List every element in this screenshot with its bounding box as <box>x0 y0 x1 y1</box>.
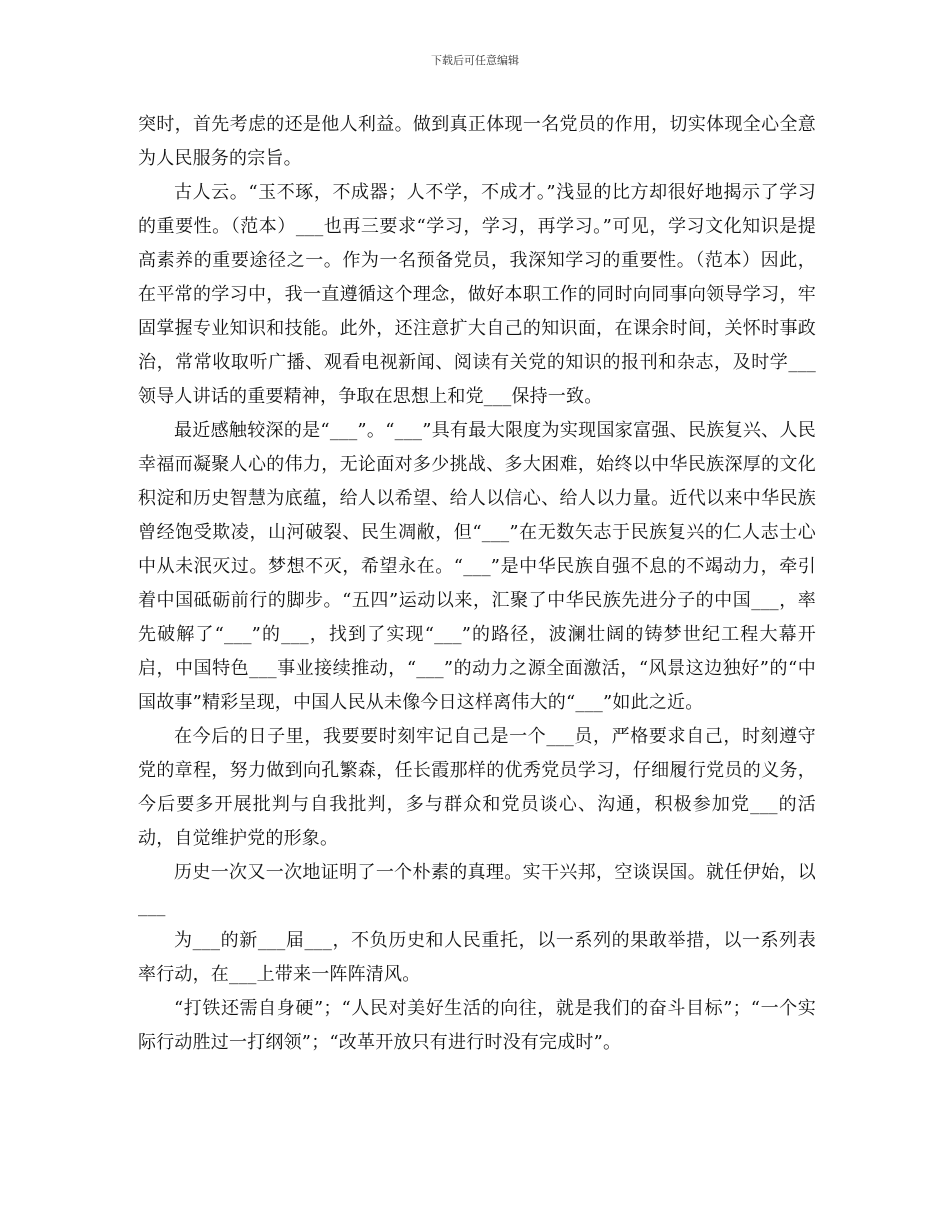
paragraph-3: 最近感触较深的是“___”。“___”具有最大限度为实现国家富强、民族复兴、人民幸福而凝聚人心的伟力，无论面对多少挑战、多大困难，始终以中华民族深厚的文化积淀和历史智慧为底蕴，给人以希望、给人以信心、给人以力量。近代以来中华民族曾经饱受欺凌，山河破裂、民生凋敝，但“___”在无数矢志于民族复兴的仁人志士心中从未泯灭过。梦想不灭，希望永在。“___”是中华民族自强不息的不竭动力，牵引着中国砥砺前行的脚步。“五四”运动以来，汇聚了中华民族先进分子的中国___，率先破解了“___”的___，找到了实现“___”的路径，波澜壮阔的铸梦世纪工程大幕开启，中国特色___事业接续推动，“___”的动力之源全面激活，“风景这边独好”的“中国故事”精彩呈现，中国人民从未像今日这样离伟大的“___”如此之近。 <box>138 420 816 713</box>
paragraph-7: “打铁还需自身硬”；“人民对美好生活的向往，就是我们的奋斗目标”；“一个实际行动胜过一打纲领”；“改革开放只有进行时没有完成时”。 <box>138 998 816 1053</box>
page-header: 下载后可任意编辑 <box>431 54 519 67</box>
paragraph-6: 为___的新___届___，不负历史和人民重托，以一系列的果敢举措，以一系列表率行动，在___上带来一阵阵清风。 <box>138 930 816 985</box>
paragraph-1: 突时，首先考虑的还是他人利益。做到真正体现一名党员的作用，切实体现全心全意为人民服务的宗旨。 <box>138 114 816 169</box>
paragraph-4: 在今后的日子里，我要要时刻牢记自己是一个___员，严格要求自己，时刻遵守党的章程，努力做到向孔繁森，任长霞那样的优秀党员学习，仔细履行党员的义务，今后要多开展批判与自我批判，多与群众和党员谈心、沟通，积极参加党___的活动，自觉维护党的形象。 <box>138 726 816 849</box>
document-body <box>138 108 816 1060</box>
paragraph-2: 古人云。“玉不琢，不成器；人不学，不成才。”浅显的比方却很好地揭示了学习的重要性。（范本）___也再三要求“学习，学习，再学习。”可见，学习文化知识是提高素养的重要途径之一。作为一名预备党员，我深知学习的重要性。（范本）因此，在平常的学习中，我一直遵循这个理念，做好本职工作的同时向同事向领导学习，牢固掌握专业知识和技能。此外，还注意扩大自己的知识面，在课余时间，关怀时事政治，常常收取听广播、观看电视新闻、阅读有关党的知识的报刊和杂志，及时学___领导人讲话的重要精神，争取在思想上和党___保持一致。 <box>138 182 816 407</box>
paragraph-5: 历史一次又一次地证明了一个朴素的真理。实干兴邦，空谈误国。就任伊始，以___ <box>138 862 816 917</box>
